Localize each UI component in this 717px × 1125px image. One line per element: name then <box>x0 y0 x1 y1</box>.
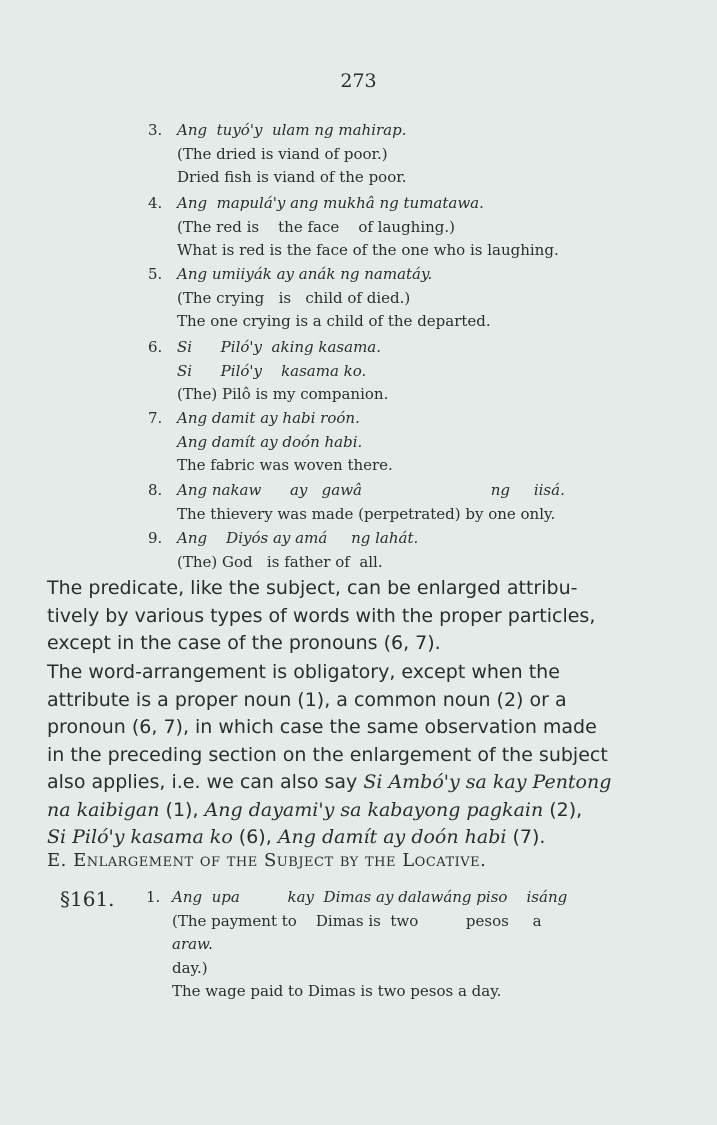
paragraph-line: The predicate, like the subject, can be enlarged attribu- <box>47 577 578 599</box>
example-8 <box>148 479 565 526</box>
gloss-line: (The crying is child of died.) <box>177 288 411 307</box>
example-5 <box>148 263 491 334</box>
italic-example: Ang dayami'y sa kabayong pagkain <box>204 798 544 821</box>
paragraph-text: (6), <box>232 826 278 848</box>
example-number: 1. <box>146 888 161 906</box>
tagalog-line: Ang upa kay Dimas ay dalawáng piso isáng <box>172 888 568 906</box>
section-heading <box>47 850 486 871</box>
gloss-line: (The dried is viand of poor.) <box>177 144 388 163</box>
tagalog-line: Ang damít ay doón habi. <box>177 432 363 451</box>
example-number: 9. <box>148 529 163 547</box>
translation-line: Dried fish is viand of the poor. <box>177 168 407 186</box>
tagalog-line: Ang tuyó'y ulam ng mahirap. <box>177 121 407 139</box>
paragraph-line: except in the case of the pronouns (6, 7). <box>47 632 441 654</box>
gloss-line: (The) God is father of all. <box>177 552 383 571</box>
paragraph-text: (1), <box>159 798 205 821</box>
translation-line: The wage paid to Dimas is two pesos a day. <box>172 982 502 1000</box>
paragraph-line <box>47 769 669 797</box>
body-paragraph-1 <box>47 575 669 658</box>
paragraph-line <box>47 824 669 852</box>
paragraph-line: attribute is a proper noun (1), a common noun (2) or a <box>47 688 567 711</box>
tagalog-line: Ang damit ay habi roón. <box>177 409 360 427</box>
example-4 <box>148 192 559 263</box>
paragraph-line: The word-arrangement is obligatory, except when the <box>47 661 560 683</box>
paragraph-line: tively by various types of words with the proper particles, <box>47 604 596 627</box>
tagalog-line: Ang Diyós ay amá ng lahát. <box>177 529 419 547</box>
section-number: §161. <box>60 887 115 911</box>
heading-text: Enlargement of the Subject by the Locative. <box>73 850 487 871</box>
paragraph-text: (7). <box>506 826 546 848</box>
example-9 <box>148 527 419 574</box>
example-number: 8. <box>148 481 163 499</box>
italic-example: Si Piló'y kasama ko <box>47 826 233 848</box>
example-number: 4. <box>148 194 163 212</box>
italic-example: na kaibigan <box>47 798 160 821</box>
gloss-line: day.) <box>172 958 208 977</box>
italic-example: Ang damít ay doón habi <box>277 826 507 848</box>
example-number: 6. <box>148 338 163 356</box>
example-3 <box>148 119 407 190</box>
example-number: 3. <box>148 121 163 139</box>
example-number: 7. <box>148 409 163 427</box>
paragraph-line <box>47 797 669 825</box>
tagalog-line: Ang umiiyák ay anák ng namatáy. <box>177 265 433 283</box>
example-number: 5. <box>148 265 163 283</box>
tagalog-line: Si Piló'y aking kasama. <box>177 338 382 356</box>
translation-line: What is red is the face of the one who is laughing. <box>177 241 559 259</box>
paragraph-line: in the preceding section on the enlargement of the subject <box>47 743 608 766</box>
example-161-1 <box>146 886 568 1004</box>
heading-prefix: E. <box>47 850 74 871</box>
gloss-line: (The payment to Dimas is two pesos a <box>172 911 542 930</box>
tagalog-line: Ang mapulá'y ang mukhâ ng tumatawa. <box>177 194 484 212</box>
translation-line: The one crying is a child of the departed. <box>177 312 491 330</box>
example-7 <box>148 407 393 478</box>
body-paragraph-2 <box>47 659 669 852</box>
tagalog-line: araw. <box>172 935 213 953</box>
translation-line: (The) Pilô is my companion. <box>177 385 389 403</box>
translation-line: The fabric was woven there. <box>177 456 393 474</box>
italic-example: Si Ambó'y sa kay Pentong <box>363 771 612 793</box>
tagalog-line: Ang nakaw ay gawâ ng iisá. <box>177 481 565 499</box>
paragraph-text: also applies, i.e. we can also say <box>47 771 364 793</box>
tagalog-line: Si Piló'y kasama ko. <box>177 361 367 380</box>
translation-line: The thievery was made (perpetrated) by one only. <box>177 504 556 523</box>
paragraph-text: (2), <box>543 798 583 821</box>
paragraph-line: pronoun (6, 7), in which case the same observation made <box>47 716 597 738</box>
gloss-line: (The red is the face of laughing.) <box>177 217 456 236</box>
page-number: 273 <box>340 70 377 92</box>
example-6 <box>148 336 389 407</box>
